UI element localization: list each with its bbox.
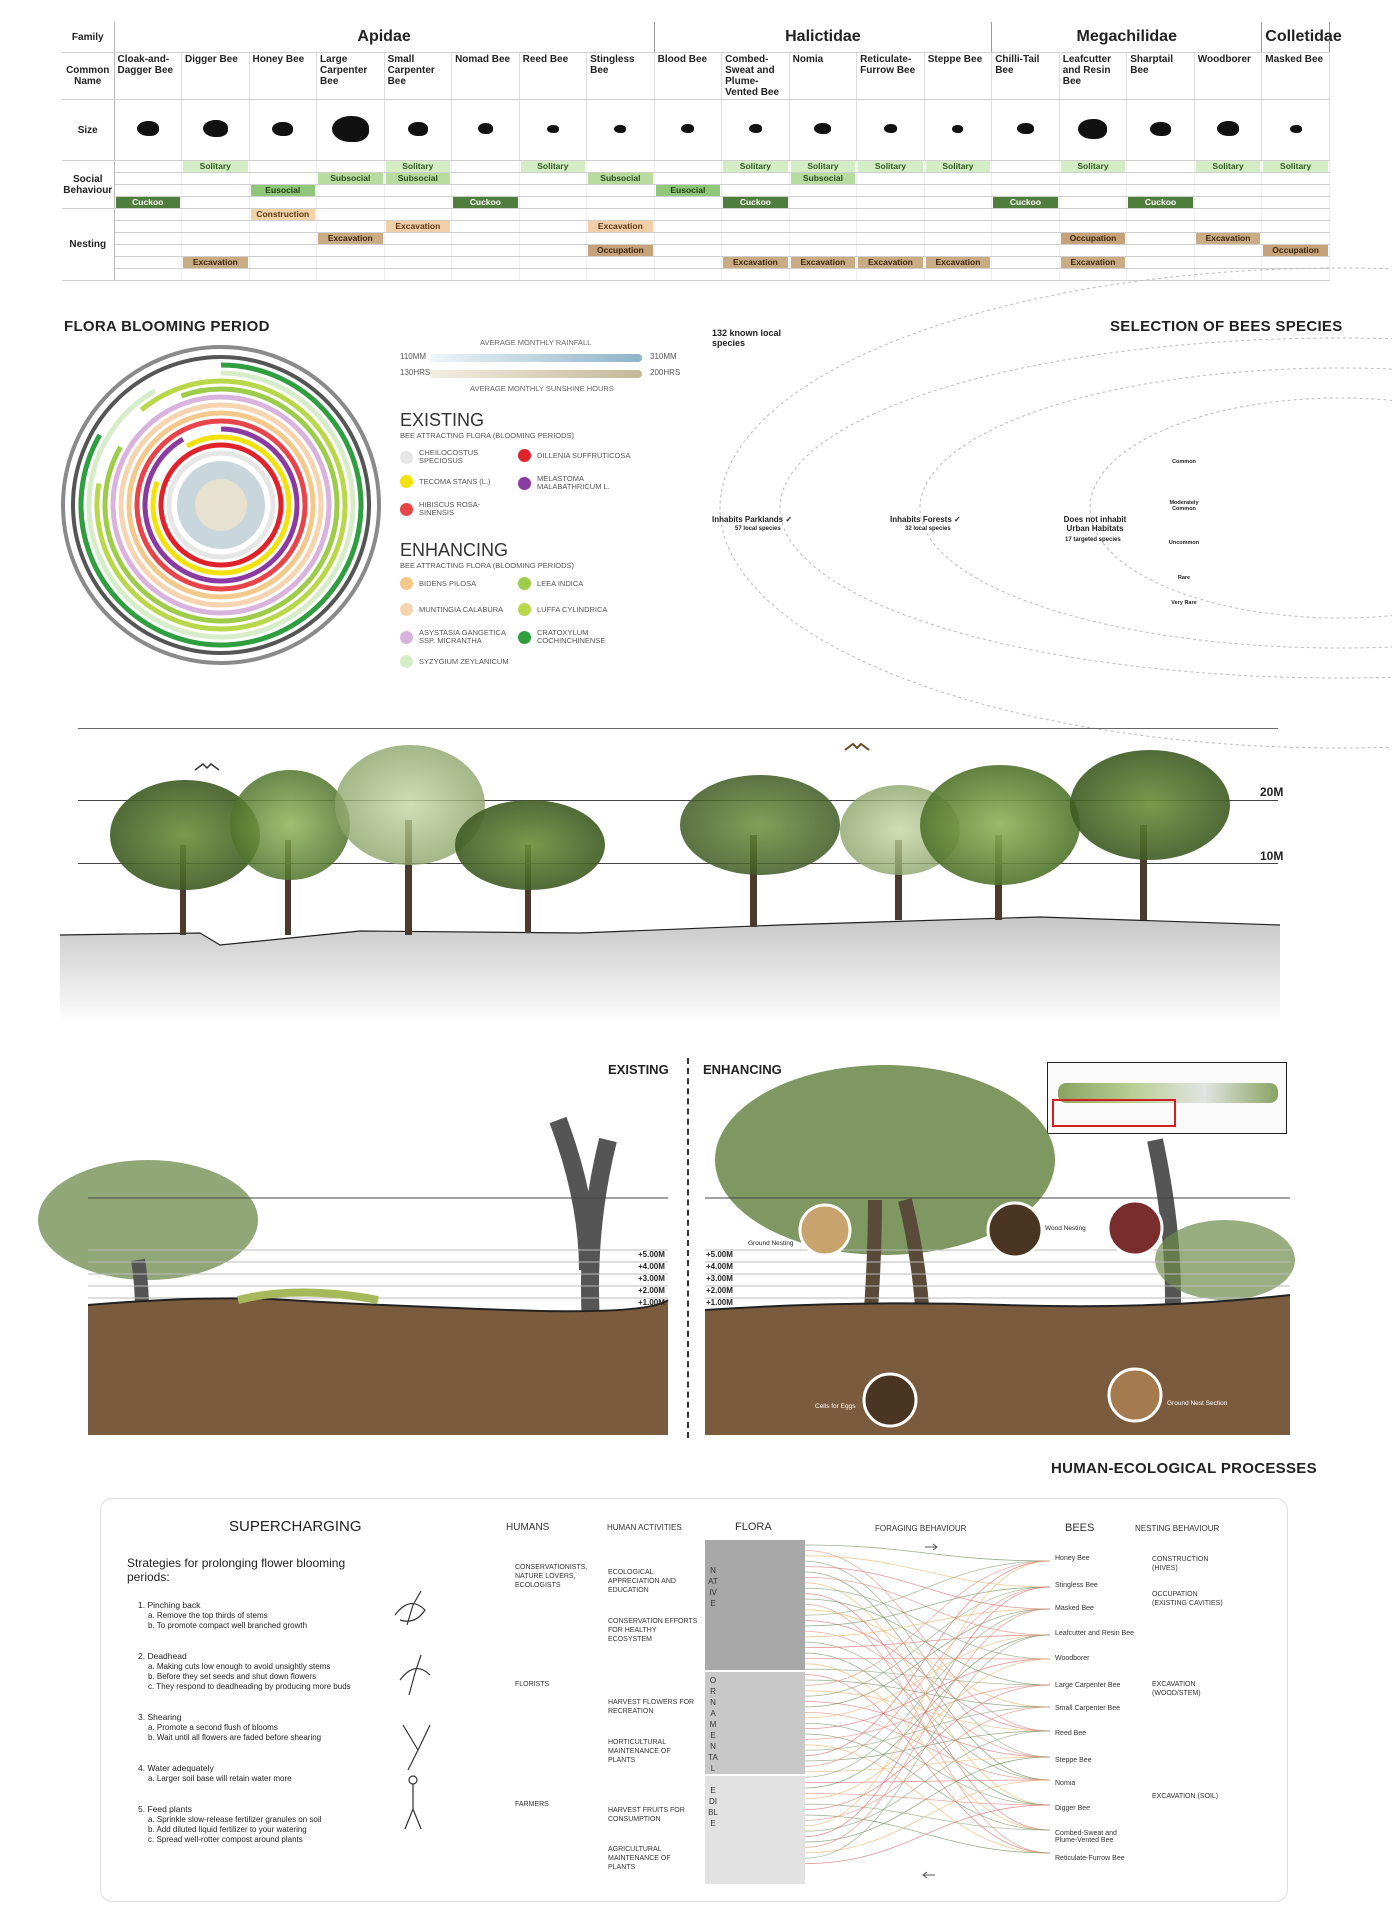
flora-name: CHEILOCOSTUS SPECIOSUS [419, 448, 479, 465]
bee-icon [884, 124, 897, 133]
human-group: FARMERS [515, 1801, 549, 1808]
bee-icon [952, 125, 963, 133]
row-label-size: Size [62, 100, 114, 161]
excavation-tag: Excavation [183, 257, 248, 268]
blooming-period-wheel [56, 340, 386, 670]
solitary-tag: Solitary [183, 161, 248, 172]
flora-color-dot [400, 451, 413, 464]
family-apidae: Apidae [114, 22, 654, 53]
bee-name: Stingless Bee [1055, 1582, 1098, 1589]
bee-icon [1017, 123, 1034, 134]
flora-ornamental-block [705, 1672, 805, 1774]
elevation-level-label: +1.00M [706, 1298, 733, 1307]
excavation-tag: Excavation [1196, 233, 1261, 244]
family-megachilidae: Megachilidae [992, 22, 1262, 53]
bee-icon [408, 122, 428, 136]
flora-name: MUNTINGIA CALABURA [419, 604, 504, 614]
section-divider [687, 1058, 689, 1438]
excavation-tag: Excavation [386, 221, 451, 232]
elevation-level-label: +4.00M [638, 1262, 665, 1271]
sunshine-bar [430, 370, 642, 378]
flora-legend-item [518, 603, 632, 616]
col-activities: HUMAN ACTIVITIES [607, 1523, 682, 1532]
common-name: Digger Bee [182, 53, 250, 100]
flora-legend-item [400, 577, 514, 590]
cuckoo-tag: Cuckoo [453, 197, 518, 208]
strategy-step: b. Before they set seeds and shut down flowers [148, 1672, 317, 1681]
enhancing-section [705, 1100, 1290, 1435]
strategy-step: a. Making cuts low enough to avoid unsightly stems [148, 1662, 331, 1671]
bee-size-silhouette [384, 100, 452, 161]
flora-legend-item [400, 655, 514, 668]
human-activity: AGRICULTURAL MAINTENANCE OF PLANTS [608, 1846, 671, 1871]
bee-icon [749, 124, 762, 133]
solitary-tag: Solitary [858, 161, 923, 172]
foraging-link [805, 1599, 1050, 1685]
bee-name: Large Carpenter Bee [1055, 1682, 1121, 1689]
enhancing-section-label: ENHANCING [703, 1062, 782, 1077]
strategy-step: c. Spread well-rotter compost around plants [148, 1835, 303, 1844]
bee-name: Honey Bee [1055, 1555, 1090, 1562]
bee-size-silhouette [587, 100, 655, 161]
excavation-tag: Excavation [318, 233, 383, 244]
bee-icon [137, 121, 159, 136]
foraging-flow-diagram [800, 1535, 1060, 1885]
species-name-lists [805, 428, 1285, 618]
common-name: Honey Bee [249, 53, 317, 100]
bee-size-silhouette [114, 100, 182, 161]
strategy-heading: 4. Water adequately [138, 1763, 214, 1773]
common-name: Reed Bee [519, 53, 587, 100]
family-colletidae: Colletidae [1262, 22, 1330, 53]
hep-title: HUMAN-ECOLOGICAL PROCESSES [1051, 1460, 1317, 1477]
elevation-level-label: +5.00M [706, 1250, 733, 1259]
urban-count: 17 targeted species [1065, 537, 1121, 543]
nesting-behaviour: CONSTRUCTION (HIVES) [1152, 1556, 1209, 1572]
bee-name: Small Carpenter Bee [1055, 1705, 1120, 1712]
landscape-trees [60, 725, 1290, 1025]
common-name: Small Carpenter Bee [384, 53, 452, 100]
human-activity: ECOLOGICAL APPRECIATION AND EDUCATION [608, 1569, 676, 1594]
strategy-heading: 3. Shearing [138, 1712, 182, 1722]
common-name: Nomad Bee [452, 53, 520, 100]
strategy-step: a. Remove the top thirds of stems [148, 1611, 268, 1620]
rainfall-label: AVERAGE MONTHLY RAINFALL [480, 338, 592, 347]
elevation-level-label: +2.00M [638, 1286, 665, 1295]
excavation-tag: Excavation [926, 257, 991, 268]
ground-nesting-label: Ground Nesting [748, 1240, 794, 1247]
flora-edible-block [705, 1776, 805, 1884]
col-humans: HUMANS [506, 1522, 550, 1533]
bee-icon [1078, 119, 1107, 139]
rarity-label: Rare [1177, 575, 1191, 581]
common-name: Steppe Bee [924, 53, 992, 100]
sunshine-core [195, 479, 247, 531]
solitary-tag: Solitary [926, 161, 991, 172]
flora-color-dot [518, 631, 531, 644]
gardening-figures [385, 1585, 445, 1885]
bee-size-silhouette [1262, 100, 1330, 161]
common-name: Large Carpenter Bee [317, 53, 385, 100]
human-group: CONSERVATIONISTS, NATURE LOVERS, ECOLOGISTS [515, 1564, 588, 1589]
cuckoo-tag: Cuckoo [1128, 197, 1193, 208]
foraging-link [805, 1793, 1050, 1805]
solitary-tag: Solitary [386, 161, 451, 172]
col-foraging: FORAGING BEHAVIOUR [875, 1524, 967, 1533]
occupation-tag: Occupation [588, 245, 653, 256]
existing-section [88, 1100, 668, 1435]
flora-color-dot [518, 449, 531, 462]
elevation-level-label: +2.00M [706, 1286, 733, 1295]
foraging-link [805, 1707, 1050, 1820]
flora-legend-item [400, 475, 514, 488]
bee-icon [1290, 125, 1302, 133]
cuckoo-tag: Cuckoo [116, 197, 181, 208]
family-halictidae: Halictidae [654, 22, 992, 53]
subsocial-tag: Subsocial [386, 173, 451, 184]
excavation-tag: Excavation [588, 221, 653, 232]
col-bees: BEES [1065, 1522, 1095, 1534]
species-section-title: SELECTION OF BEES SPECIES [1110, 318, 1343, 335]
flora-color-dot [518, 577, 531, 590]
bee-icon [272, 122, 293, 136]
elevation-level-label: +3.00M [638, 1274, 665, 1283]
sun-max: 200HRS [650, 368, 681, 377]
rainfall-bar [430, 354, 642, 362]
foraging-link [805, 1561, 1050, 1826]
excavation-tag: Excavation [858, 257, 923, 268]
strategy-step: b. Add diluted liquid fertilizer to your watering [148, 1825, 307, 1834]
flora-name: HIBISCUS ROSA-SINENSIS [419, 500, 481, 517]
occupation-tag: Occupation [1061, 233, 1126, 244]
strategy-heading: 2. Deadhead [138, 1651, 187, 1661]
flora-legend-item [518, 629, 632, 645]
flora-native-block [705, 1540, 805, 1670]
wood-nesting-label: Wood Nesting [1045, 1225, 1086, 1232]
foraging-link [805, 1658, 1050, 1659]
bee-icon [203, 120, 228, 137]
existing-section-label: EXISTING [608, 1062, 669, 1077]
sunshine-label: AVERAGE MONTHLY SUNSHINE HOURS [470, 384, 614, 393]
flora-name: TECOMA STANS (L.) [419, 476, 491, 486]
flora-legend-item [518, 449, 632, 462]
excavation-tag: Excavation [723, 257, 788, 268]
bee-size-silhouette [317, 100, 385, 161]
bee-size-silhouette [452, 100, 520, 161]
parklands-count: 57 local species [735, 526, 781, 532]
cuckoo-tag: Cuckoo [723, 197, 788, 208]
flora-legend-item [518, 577, 632, 590]
bee-name: Leafcutter and Resin Bee [1055, 1630, 1134, 1637]
bee-classification-table [62, 22, 1342, 290]
eusocial-tag: Eusocial [656, 185, 721, 196]
solitary-tag: Solitary [1263, 161, 1328, 172]
human-activity: HARVEST FLOWERS FOR RECREATION [608, 1699, 695, 1715]
subsocial-tag: Subsocial [791, 173, 856, 184]
common-name: Chilli-Tail Bee [992, 53, 1060, 100]
row-label-social: Social Behaviour [62, 161, 114, 209]
existing-title: EXISTING [400, 410, 485, 430]
strategy-step: a. Sprinkle slow-release fertilizer granules on soil [148, 1815, 322, 1824]
bee-size-silhouette [654, 100, 722, 161]
bee-icon [478, 123, 493, 134]
bee-name: Combed-Sweat and Plume-Vented Bee [1055, 1830, 1117, 1844]
bee-size-silhouette [857, 100, 925, 161]
bee-name: Nomia [1055, 1780, 1076, 1787]
bee-name: Woodborer [1055, 1655, 1090, 1662]
bee-size-silhouette [924, 100, 992, 161]
solitary-tag: Solitary [1061, 161, 1126, 172]
bee-icon [1217, 121, 1239, 136]
known-species-label: 132 known local species [712, 328, 782, 348]
solitary-tag: Solitary [723, 161, 788, 172]
forests-count: 32 local species [905, 526, 951, 532]
flora-name: SYZYGIUM ZEYLANICUM [419, 656, 509, 666]
col-flora: FLORA [735, 1521, 772, 1533]
bee-size-silhouette [789, 100, 857, 161]
flora-group-label: EDIBLE [708, 1786, 718, 1828]
common-name: Sharptail Bee [1127, 53, 1195, 100]
rarity-label: Common [1172, 459, 1196, 465]
enhancing-section-drawing [705, 1100, 1290, 1435]
strategy-heading: 5. Feed plants [138, 1804, 192, 1814]
flora-color-dot [518, 477, 531, 490]
label-10m: 10M [1260, 849, 1284, 863]
flora-legend-item [400, 501, 514, 517]
col-nesting: NESTING BEHAVIOUR [1135, 1524, 1220, 1533]
strategy-step: b. To promote compact well branched growth [148, 1621, 308, 1630]
flora-color-dot [518, 603, 531, 616]
bee-size-silhouette [992, 100, 1060, 161]
excavation-tag: Excavation [791, 257, 856, 268]
enhancing-subtitle: BEE ATTRACTING FLORA (BLOOMING PERIODS) [400, 561, 575, 570]
solitary-tag: Solitary [521, 161, 586, 172]
label-20m: 20M [1260, 785, 1284, 799]
elevation-level-label: +1.00M [638, 1298, 665, 1307]
rarity-label: Uncommon [1168, 540, 1200, 546]
construction-tag: Construction [251, 209, 316, 220]
flora-name: BIDENS PILOSA [419, 578, 477, 588]
excavation-tag: Excavation [1061, 257, 1126, 268]
bee-size-silhouette [249, 100, 317, 161]
existing-section-drawing [88, 1100, 668, 1435]
supercharging-title: SUPERCHARGING [229, 1518, 362, 1535]
flora-name: ASYSTASIA GANGETICA SSP. MICRANTHA [419, 628, 506, 645]
bee-icon [332, 116, 369, 142]
bee-name: Masked Bee [1055, 1605, 1094, 1612]
flora-name: MELASTOMA MALABATHRICUM L. [537, 474, 610, 491]
sun-min: 130HRS [400, 368, 431, 377]
flora-name: LEEA INDICA [537, 578, 584, 588]
human-activity: HARVEST FRUITS FOR CONSUMPTION [608, 1807, 685, 1823]
occupation-tag: Occupation [1263, 245, 1328, 256]
common-name: Masked Bee [1262, 53, 1330, 100]
flora-color-dot [400, 577, 413, 590]
flora-legend-item [400, 449, 514, 465]
flora-legend-item [400, 603, 514, 616]
flora-group-label: NATIVE [708, 1566, 718, 1608]
common-name: Combed-Sweat and Plume-Vented Bee [722, 53, 790, 100]
nesting-behaviour: EXCAVATION (SOIL) [1152, 1793, 1219, 1800]
strategy-step: a. Promote a second flush of blooms [148, 1723, 278, 1732]
bee-size-silhouette [1194, 100, 1262, 161]
elevation-level-label: +5.00M [638, 1250, 665, 1259]
row-label-nesting: Nesting [62, 209, 114, 281]
landscape-elevation [60, 725, 1290, 1025]
common-name: Blood Bee [654, 53, 722, 100]
flora-name: LUFFA CYLINDRICA [537, 604, 608, 614]
common-name: Woodborer [1194, 53, 1262, 100]
urban-label: Does not inhabit Urban Habitats [1063, 515, 1127, 533]
common-name: Cloak-and-Dagger Bee [114, 53, 182, 100]
flora-name: CRATOXYLUM COCHINCHINENSE [537, 628, 606, 645]
common-name: Nomia [789, 53, 857, 100]
row-label-common-name: Common Name [62, 53, 114, 100]
ground-nest-section-label: Ground Nest Section [1167, 1400, 1228, 1407]
rain-min: 110MM [400, 352, 427, 361]
common-name: Reticulate-Furrow Bee [857, 53, 925, 100]
bee-size-silhouette [519, 100, 587, 161]
eusocial-tag: Eusocial [251, 185, 316, 196]
existing-subtitle: BEE ATTRACTING FLORA (BLOOMING PERIODS) [400, 431, 575, 440]
elevation-level-label: +4.00M [706, 1262, 733, 1271]
bee-icon [547, 125, 559, 133]
human-activity: CONSERVATION EFFORTS FOR HEALTHY ECOSYSTEM [608, 1618, 698, 1643]
climate-legend [400, 336, 685, 396]
strategy-step: a. Larger soil base will retain water more [148, 1774, 292, 1783]
cells-eggs-label: Cells for Eggs [815, 1403, 856, 1410]
flora-section-title: FLORA BLOOMING PERIOD [64, 318, 270, 335]
enhancing-title: ENHANCING [400, 540, 509, 560]
subsocial-tag: Subsocial [588, 173, 653, 184]
strategy-heading: 1. Pinching back [138, 1600, 201, 1610]
forests-label: Inhabits Forests ✓ [890, 515, 961, 524]
human-activity: HORTICULTURAL MAINTENANCE OF PLANTS [608, 1739, 671, 1764]
strategy-step: b. Wait until all flowers are faded before shearing [148, 1733, 322, 1742]
bee-icon [1150, 122, 1171, 136]
bee-size-silhouette [1059, 100, 1127, 161]
elevation-level-label: +3.00M [706, 1274, 733, 1283]
bee-name: Reticulate-Furrow Bee [1055, 1855, 1125, 1862]
flora-legend-item [518, 475, 632, 491]
strategy-step: c. They respond to deadheading by producing more buds [148, 1682, 351, 1691]
solitary-tag: Solitary [791, 161, 856, 172]
rain-max: 310MM [650, 352, 677, 361]
flora-group-label: ORNAMENTAL [708, 1676, 718, 1773]
nesting-behaviour: EXCAVATION (WOOD/STEM) [1152, 1681, 1201, 1697]
bee-icon [681, 124, 694, 133]
bee-size-silhouette [182, 100, 250, 161]
flora-color-dot [400, 631, 413, 644]
row-label-family: Family [62, 22, 114, 53]
bee-size-silhouette [1127, 100, 1195, 161]
bee-icon [814, 123, 831, 134]
flora-legend-item [400, 629, 514, 645]
bee-name: Digger Bee [1055, 1805, 1091, 1812]
flora-color-dot [400, 503, 413, 516]
nesting-behaviour: OCCUPATION (EXISTING CAVITIES) [1152, 1591, 1223, 1607]
bee-size-silhouette [722, 100, 790, 161]
parklands-label: Inhabits Parklands ✓ [712, 515, 793, 524]
bee-name: Reed Bee [1055, 1730, 1087, 1737]
solitary-tag: Solitary [1196, 161, 1261, 172]
rarity-label: Moderately Common [1169, 500, 1199, 512]
flora-color-dot [400, 603, 413, 616]
common-name: Leafcutter and Resin Bee [1059, 53, 1127, 100]
subsocial-tag: Subsocial [318, 173, 383, 184]
common-name: Stingless Bee [587, 53, 655, 100]
rarity-label: Very Rare [1171, 600, 1197, 606]
human-group: FLORISTS [515, 1681, 550, 1688]
flora-color-dot [400, 655, 413, 668]
bee-icon [614, 125, 626, 133]
flora-color-dot [400, 475, 413, 488]
bee-name: Steppe Bee [1055, 1757, 1092, 1764]
strategies-title: Strategies for prolonging flower blooming periods: [127, 1556, 346, 1584]
flora-name: DILLENIA SUFFRUTICOSA [537, 450, 631, 460]
cuckoo-tag: Cuckoo [993, 197, 1058, 208]
